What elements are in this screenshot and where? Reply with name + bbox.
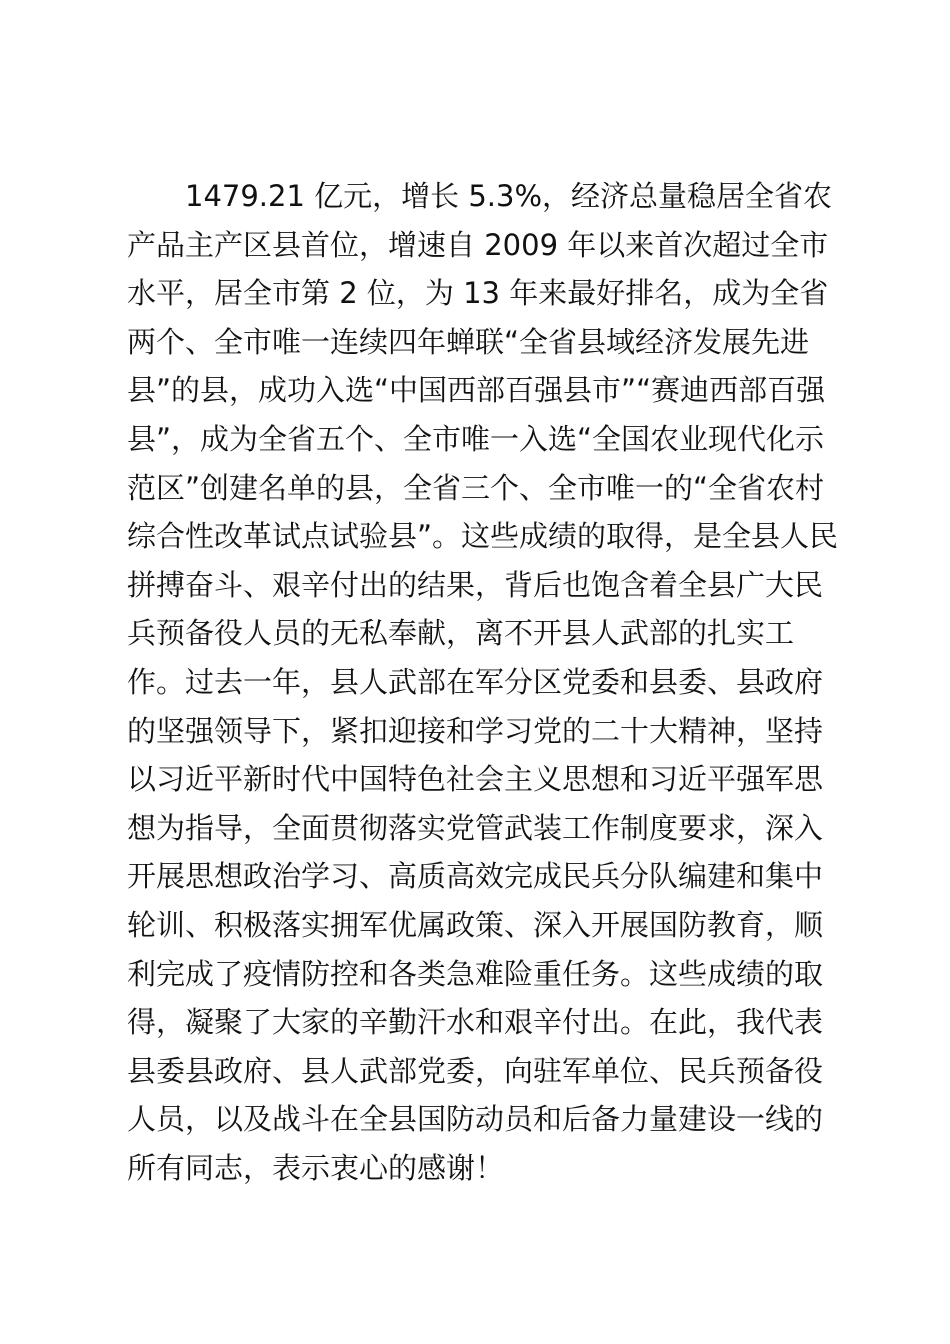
paragraph-line: 综合性改革试点试验县”。这些成绩的取得，是全县人民 (127, 519, 839, 554)
paragraph-line: 利完成了疫情防控和各类急难险重任务。这些成绩的取 (127, 956, 824, 991)
paragraph-line: 拼搏奋斗、艰辛付出的结果，背后也饱含着全县广大民 (127, 567, 824, 602)
paragraph-line: 兵预备役人员的无私奉献，离不开县人武部的扎实工 (127, 616, 795, 651)
paragraph-line: 1479.21 亿元，增长 5.3%，经济总量稳居全省农 (185, 179, 833, 213)
paragraph-line: 得，凝聚了大家的辛勤汗水和艰辛付出。在此，我代表 (127, 1005, 824, 1040)
paragraph-line: 的坚强领导下，紧扣迎接和学习党的二十大精神，坚持 (127, 713, 824, 748)
paragraph-line: 县委县政府、县人武部党委，向驻军单位、民兵预备役 (127, 1053, 824, 1088)
body-paragraph (127, 172, 837, 1192)
paragraph-line: 两个、全市唯一连续四年蝉联“全省县域经济发展先进 (127, 324, 810, 359)
paragraph-line: 范区”创建名单的县，全省三个、全市唯一的“全省农村 (127, 470, 825, 505)
paragraph-line: 想为指导，全面贯彻落实党管武装工作制度要求，深入 (127, 810, 824, 845)
paragraph-line: 轮训、积极落实拥军优属政策、深入开展国防教育，顺 (127, 907, 824, 942)
paragraph-line: 作。过去一年，县人武部在军分区党委和县委、县政府 (127, 664, 824, 699)
paragraph-line: 人员，以及战斗在全县国防动员和后备力量建设一线的 (127, 1102, 824, 1137)
paragraph-line: 水平，居全市第 2 位，为 13 年来最好排名，成为全省 (127, 276, 829, 311)
paragraph-line: 县”，成为全省五个、全市唯一入选“全国农业现代化示 (127, 421, 825, 456)
paragraph-line: 产品主产区县首位，增速自 2009 年以来首次超过全市 (127, 227, 829, 262)
paragraph-line: 所有同志，表示衷心的感谢！ (127, 1150, 505, 1185)
paragraph-line: 以习近平新时代中国特色社会主义思想和习近平强军思 (127, 762, 824, 797)
paragraph-line: 开展思想政治学习、高质高效完成民兵分队编建和集中 (127, 859, 824, 894)
paragraph-line: 县”的县，成功入选“中国西部百强县市”“赛迪西部百强 (127, 373, 826, 408)
